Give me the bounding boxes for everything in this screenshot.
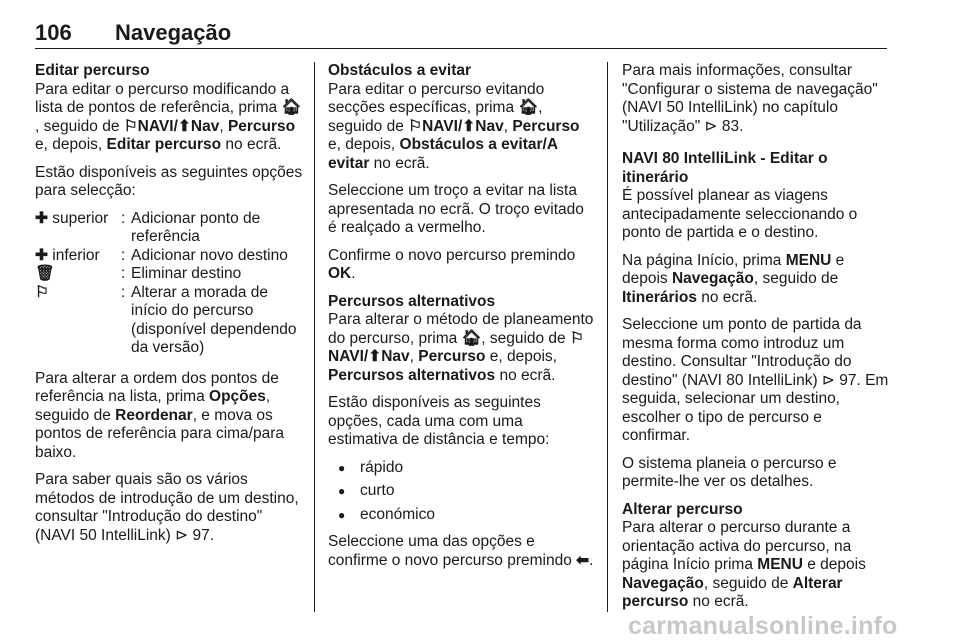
flag-icon: ⚐	[569, 329, 584, 347]
home-icon: 🏠︎	[461, 329, 482, 347]
watermark: carmanualsonline.info	[628, 612, 898, 640]
option-separator: :	[121, 209, 126, 227]
option-key: ✚ inferior	[35, 246, 100, 264]
page-reference-icon: ⊳	[175, 526, 189, 544]
chapter-title: Navegação	[115, 20, 232, 45]
paragraph: Seleccione um troço a evitar na lista apresentada no ecrã. O troço evitado é realçado a vermelho.	[328, 182, 584, 236]
page-reference-icon: ⊳	[821, 371, 835, 389]
section-heading-percursos-alternativos: Percursos alternativos	[328, 292, 496, 310]
plus-icon: ✚	[35, 209, 48, 227]
home-icon: 🏠︎	[518, 99, 539, 116]
option-key: ✚ superior	[35, 209, 109, 227]
list-item: ● curto	[328, 482, 596, 501]
option-key	[35, 284, 121, 358]
column-1	[35, 62, 303, 554]
option-value: Adicionar novo destino	[131, 246, 288, 264]
option-value: Alterar a morada de início do percurso (disponível dependendo da versão)	[131, 283, 297, 356]
flag-icon: ⚐	[408, 117, 423, 135]
trash-icon: 🗑︎	[35, 265, 55, 282]
paragraph: Estão disponíveis as seguintes opções, cada uma com uma estimativa de distância e tempo:	[328, 394, 550, 448]
column-divider-2	[607, 62, 608, 612]
paragraph: Para saber quais são os vários métodos de introdução de um destino, consultar "Introdução do destino" (NAVI 50 IntelliLink) ⊳ 97.	[35, 471, 299, 544]
section-heading-obstaculos: Obstáculos a evitar	[328, 62, 472, 79]
column-2	[328, 62, 596, 579]
option-key	[35, 265, 121, 284]
column-3	[622, 62, 890, 621]
back-arrow-icon: ⬅	[576, 551, 590, 569]
paragraph: Para alterar o percurso durante a orientação activa do percurso, na página Início prima MENU e depois Navegação, seguido de Alterar percurso no ecrã.	[622, 519, 866, 610]
arrow-up-icon: ⬆	[368, 348, 382, 365]
header-divider	[35, 48, 887, 49]
plus-icon: ✚	[35, 246, 48, 264]
options-table	[35, 210, 303, 358]
paragraph: O sistema planeia o percurso e permite-lhe ver os detalhes.	[622, 454, 837, 490]
paragraph: Na página Início, prima MENU e depois Navegação, seguido de Itinerários no ecrã.	[622, 251, 845, 306]
arrow-up-icon: ⬆	[462, 117, 476, 135]
paragraph: Seleccione um ponto de partida da mesma forma como introduz um destino. Consultar "Introdução do destino" (NAVI 80 IntelliLink) ⊳ 97. Em seguida, selecionar um destino, escolher o tipo de percurso e confirmar.	[622, 316, 889, 444]
list-item: ● económico	[328, 506, 596, 525]
paragraph: Para editar o percurso evitando secções específicas, prima 🏠︎, seguido de ⚐NAVI/⬆Nav, Percurso e, depois, Obstáculos a evitar/A evitar no ecrã.	[328, 80, 580, 172]
page-number: 106	[35, 20, 72, 45]
paragraph: Seleccione uma das opções e confirme o novo percurso premindo ⬅.	[328, 533, 594, 569]
option-separator: :	[121, 283, 126, 301]
arrow-up-icon: ⬆	[177, 117, 191, 135]
home-icon: 🏠︎	[281, 99, 302, 116]
section-heading-alterar-percurso: Alterar percurso	[622, 500, 743, 518]
paragraph: Para alterar a ordem dos pontos de referência na lista, prima Opções, seguido de Reordenar, e mova os pontos de referência para cima/para baixo.	[35, 369, 285, 461]
paragraph: Estão disponíveis as seguintes opções para selecção:	[35, 163, 303, 199]
flag-icon: ⚐	[35, 283, 49, 301]
list-item: ● rápido	[328, 459, 596, 478]
bullet-list	[328, 459, 596, 525]
paragraph: É possível planear as viagens antecipadamente seleccionando o ponto de partida e o destino.	[622, 187, 858, 241]
page-reference-icon: ⊳	[704, 117, 718, 135]
page-header	[35, 20, 887, 50]
flag-icon: ⚐	[123, 117, 138, 135]
paragraph: Para mais informações, consultar "Configurar o sistema de navegação" (NAVI 50 IntelliLink) no capítulo "Utilização" ⊳ 83.	[622, 62, 878, 135]
paragraph: Para alterar o método de planeamento do percurso, prima 🏠︎, seguido de ⚐NAVI/⬆Nav, Percurso e, depois, Percursos alternativos no ecrã.	[328, 311, 594, 384]
paragraph: Confirme o novo percurso premindo OK.	[328, 246, 576, 282]
option-value: Adicionar ponto de referência	[131, 209, 261, 245]
option-separator: :	[121, 246, 126, 264]
option-value: Eliminar destino	[131, 265, 242, 282]
paragraph: Para editar o percurso modificando a lista de pontos de referência, prima 🏠︎, seguido de ⚐NAVI/⬆Nav, Percurso e, depois, Editar percurso no ecrã.	[35, 80, 302, 153]
column-divider-1	[314, 62, 315, 612]
option-separator: :	[121, 265, 126, 282]
section-heading-navi80: NAVI 80 IntelliLink - Editar o itinerário	[622, 150, 828, 186]
section-heading-editar-percurso: Editar percurso	[35, 62, 150, 79]
